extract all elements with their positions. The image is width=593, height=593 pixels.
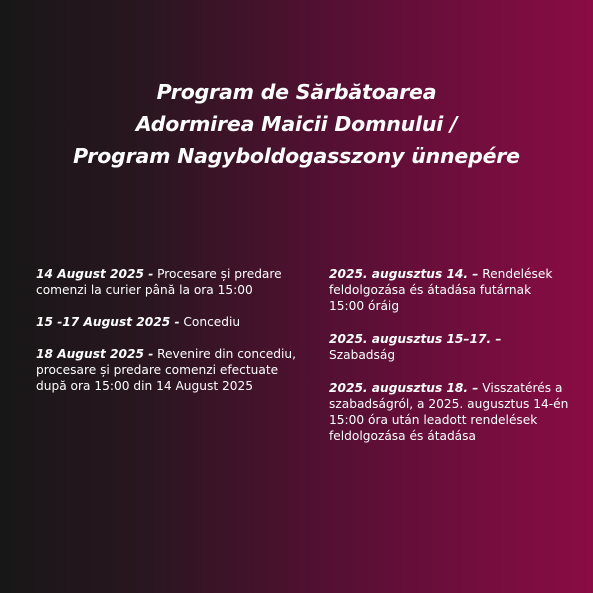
romanian-schedule bbox=[36, 266, 306, 410]
entry-date: 2025. augusztus 14. – bbox=[329, 267, 479, 281]
entry-text: Rendelések feldolgozása és átadása futárnak 15:00 óráig bbox=[329, 267, 553, 313]
hungarian-schedule bbox=[329, 266, 569, 461]
title-line-2: Adormirea Maicii Domnului / bbox=[135, 112, 458, 136]
schedule-entry-ro-1 bbox=[36, 266, 306, 298]
entry-text: Revenire din concediu, procesare și predare comenzi efectuate după ora 15:00 din 14 August 2025 bbox=[36, 347, 297, 393]
schedule-entry-hu-1 bbox=[329, 266, 569, 314]
entry-date: 15 -17 August 2025 - bbox=[36, 315, 180, 329]
entry-text: Concediu bbox=[179, 315, 241, 329]
schedule-entry-hu-3 bbox=[329, 380, 569, 444]
entry-date: 18 August 2025 - bbox=[36, 347, 154, 361]
schedule-entry-hu-2 bbox=[329, 331, 569, 363]
title-line-1: Program de Sărbătoarea bbox=[156, 80, 437, 104]
title-line-3: Program Nagyboldogasszony ünnepére bbox=[73, 144, 520, 168]
entry-date: 2025. augusztus 15–17. – bbox=[329, 332, 502, 346]
schedule-entry-ro-2 bbox=[36, 314, 306, 330]
announcement-title bbox=[0, 76, 593, 172]
schedule-entry-ro-3 bbox=[36, 346, 306, 394]
entry-text: Visszatérés a szabadságról, a 2025. augusztus 14-én 15:00 óra után leadott rendelések feldolgozása és átadása bbox=[329, 381, 569, 443]
entry-date: 2025. augusztus 18. – bbox=[329, 381, 479, 395]
entry-text: Szabadság bbox=[329, 348, 396, 362]
entry-text: Procesare și predare comenzi la curier până la ora 15:00 bbox=[36, 267, 282, 297]
entry-date: 14 August 2025 - bbox=[36, 267, 154, 281]
